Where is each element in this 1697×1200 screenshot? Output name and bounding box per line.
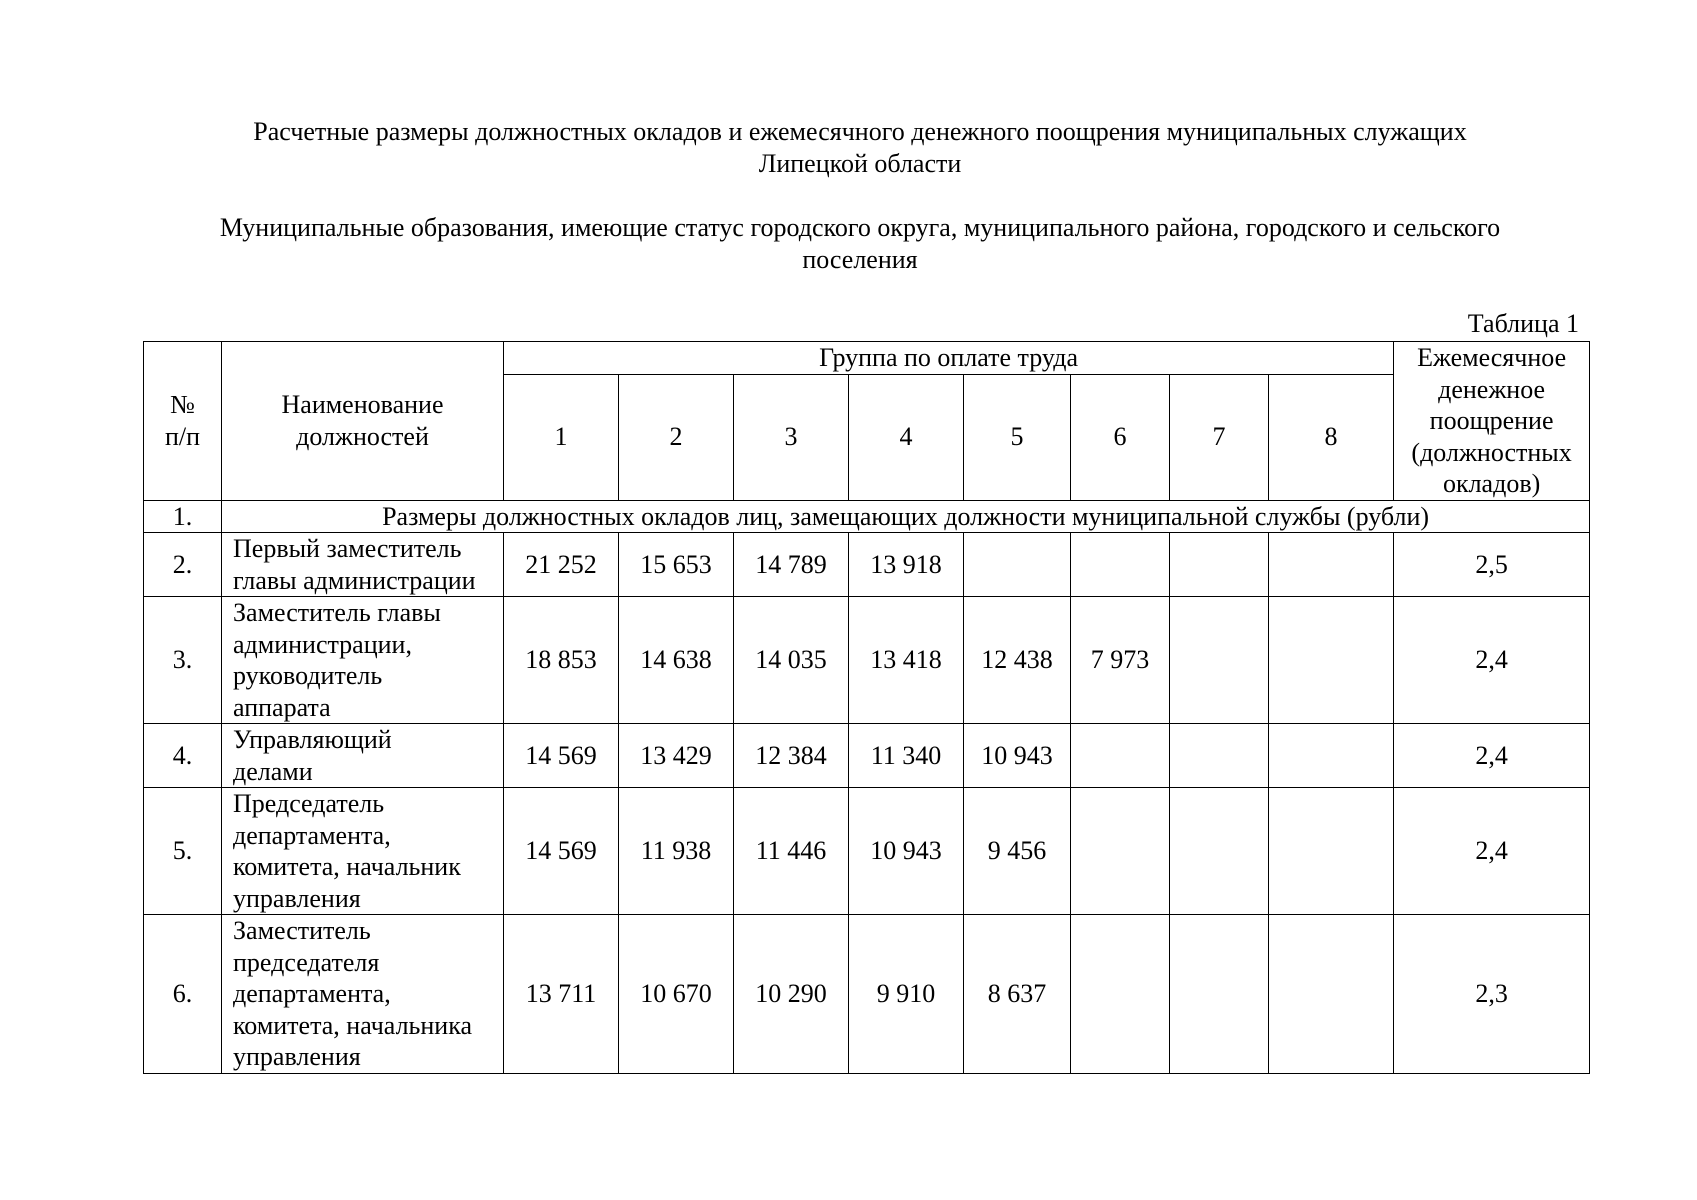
position-name-line: администрации, bbox=[233, 629, 412, 659]
salary-group-2-cell: 10 670 bbox=[619, 915, 734, 1074]
header-row-top bbox=[144, 342, 1590, 375]
table-row bbox=[144, 597, 1590, 724]
subtitle-line-2: поселения bbox=[802, 245, 918, 274]
section-number: 1. bbox=[144, 500, 222, 533]
header-group-5: 5 bbox=[964, 374, 1071, 500]
position-name-line: председателя bbox=[233, 947, 380, 977]
salary-group-6-cell bbox=[1071, 788, 1170, 915]
position-name-line: управления bbox=[233, 883, 361, 913]
position-name bbox=[222, 915, 504, 1074]
salary-group-2-cell: 14 638 bbox=[619, 597, 734, 724]
section-text: Размеры должностных окладов лиц, замещающих должности муниципальной службы (рубли) bbox=[222, 500, 1590, 533]
salary-group-5-cell: 9 456 bbox=[964, 788, 1071, 915]
header-bonus-line-4: (должностных bbox=[1411, 437, 1572, 467]
row-number: 4. bbox=[144, 724, 222, 788]
salary-table bbox=[143, 341, 1590, 1074]
position-name-line: делами bbox=[233, 756, 313, 786]
bonus-cell: 2,4 bbox=[1394, 724, 1590, 788]
salary-group-3-cell: 10 290 bbox=[734, 915, 849, 1074]
salary-group-5-cell bbox=[964, 533, 1071, 597]
header-bonus-line-5: окладов) bbox=[1442, 469, 1541, 498]
salary-group-3-cell: 11 446 bbox=[734, 788, 849, 915]
salary-group-2-cell: 13 429 bbox=[619, 724, 734, 788]
row-number: 2. bbox=[144, 533, 222, 597]
header-bonus-cell bbox=[1394, 342, 1590, 501]
salary-group-7-cell bbox=[1170, 724, 1269, 788]
document-title bbox=[150, 116, 1570, 180]
row-number: 3. bbox=[144, 597, 222, 724]
header-bonus-line-1: Ежемесячное bbox=[1417, 343, 1567, 372]
table-row bbox=[144, 788, 1590, 915]
salary-group-7-cell bbox=[1170, 788, 1269, 915]
salary-group-8-cell bbox=[1269, 915, 1394, 1074]
salary-group-4-cell: 13 418 bbox=[849, 597, 964, 724]
salary-group-7-cell bbox=[1170, 597, 1269, 724]
position-name-line: аппарата bbox=[233, 692, 331, 722]
position-name-line: комитета, начальник bbox=[233, 852, 461, 881]
bonus-cell: 2,3 bbox=[1394, 915, 1590, 1074]
salary-group-3-cell: 12 384 bbox=[734, 724, 849, 788]
header-name-cell bbox=[222, 342, 504, 501]
header-group-6: 6 bbox=[1071, 374, 1170, 500]
bonus-cell: 2,5 bbox=[1394, 533, 1590, 597]
salary-group-4-cell: 13 918 bbox=[849, 533, 964, 597]
salary-group-3-cell: 14 789 bbox=[734, 533, 849, 597]
position-name bbox=[222, 533, 504, 597]
salary-group-6-cell bbox=[1071, 533, 1170, 597]
header-number-line-2: п/п bbox=[164, 421, 201, 451]
header-bonus-line-3: поощрение bbox=[1429, 406, 1554, 435]
table-row bbox=[144, 724, 1590, 788]
position-name-line: департамента, bbox=[233, 979, 391, 1008]
row-number: 6. bbox=[144, 915, 222, 1074]
salary-group-2-cell: 11 938 bbox=[619, 788, 734, 915]
bonus-cell: 2,4 bbox=[1394, 788, 1590, 915]
salary-group-3-cell: 14 035 bbox=[734, 597, 849, 724]
title-line-2: Липецкой области bbox=[758, 149, 962, 178]
salary-group-6-cell: 7 973 bbox=[1071, 597, 1170, 724]
salary-group-7-cell bbox=[1170, 915, 1269, 1074]
position-name-line: Заместитель bbox=[233, 916, 371, 945]
header-group-3: 3 bbox=[734, 374, 849, 500]
position-name-line: руководитель bbox=[233, 661, 383, 690]
table-row bbox=[144, 533, 1590, 597]
salary-group-5-cell: 10 943 bbox=[964, 724, 1071, 788]
salary-group-2-cell: 15 653 bbox=[619, 533, 734, 597]
bonus-cell: 2,4 bbox=[1394, 597, 1590, 724]
salary-group-1-cell: 21 252 bbox=[504, 533, 619, 597]
salary-group-1-cell: 14 569 bbox=[504, 724, 619, 788]
salary-group-8-cell bbox=[1269, 597, 1394, 724]
document-subtitle bbox=[150, 212, 1570, 276]
position-name-line: департамента, bbox=[233, 820, 391, 850]
subtitle-line-1: Муниципальные образования, имеющие статус городского округа, муниципального района, городского и сельского bbox=[219, 213, 1501, 242]
salary-group-5-cell: 8 637 bbox=[964, 915, 1071, 1074]
row-number: 5. bbox=[144, 788, 222, 915]
header-name-line-1: Наименование bbox=[281, 390, 444, 420]
salary-group-1-cell: 18 853 bbox=[504, 597, 619, 724]
header-bonus-line-2: денежное bbox=[1438, 374, 1546, 404]
position-name bbox=[222, 788, 504, 915]
position-name-line: Первый заместитель bbox=[233, 534, 462, 563]
salary-group-8-cell bbox=[1269, 788, 1394, 915]
position-name bbox=[222, 597, 504, 724]
salary-group-5-cell: 12 438 bbox=[964, 597, 1071, 724]
header-group-1: 1 bbox=[504, 374, 619, 500]
header-number-line-1: № bbox=[170, 390, 195, 420]
salary-group-8-cell bbox=[1269, 724, 1394, 788]
title-line-1: Расчетные размеры должностных окладов и ежемесячного денежного поощрения муниципальных служащих bbox=[253, 117, 1467, 146]
salary-group-4-cell: 11 340 bbox=[849, 724, 964, 788]
header-number-cell bbox=[144, 342, 222, 501]
position-name-line: комитета, начальника bbox=[233, 1010, 473, 1040]
salary-group-7-cell bbox=[1170, 533, 1269, 597]
salary-group-6-cell bbox=[1071, 724, 1170, 788]
position-name-line: Управляющий bbox=[233, 725, 392, 754]
header-group-8: 8 bbox=[1269, 374, 1394, 500]
salary-group-1-cell: 14 569 bbox=[504, 788, 619, 915]
table-row bbox=[144, 915, 1590, 1074]
header-group-4: 4 bbox=[849, 374, 964, 500]
header-group-2: 2 bbox=[619, 374, 734, 500]
header-name-line-2: должностей bbox=[296, 421, 429, 451]
header-group-7: 7 bbox=[1170, 374, 1269, 500]
table-caption: Таблица 1 bbox=[1467, 309, 1579, 338]
salary-group-8-cell bbox=[1269, 533, 1394, 597]
position-name-line: управления bbox=[233, 1042, 361, 1071]
section-row bbox=[144, 500, 1590, 533]
position-name-line: Председатель bbox=[233, 789, 385, 818]
salary-group-1-cell: 13 711 bbox=[504, 915, 619, 1074]
position-name bbox=[222, 724, 504, 788]
salary-group-4-cell: 10 943 bbox=[849, 788, 964, 915]
position-name-line: Заместитель главы bbox=[233, 598, 441, 627]
header-group-title: Группа по оплате труда bbox=[504, 342, 1394, 375]
position-name-line: главы администрации bbox=[233, 565, 476, 595]
salary-group-4-cell: 9 910 bbox=[849, 915, 964, 1074]
salary-group-6-cell bbox=[1071, 915, 1170, 1074]
